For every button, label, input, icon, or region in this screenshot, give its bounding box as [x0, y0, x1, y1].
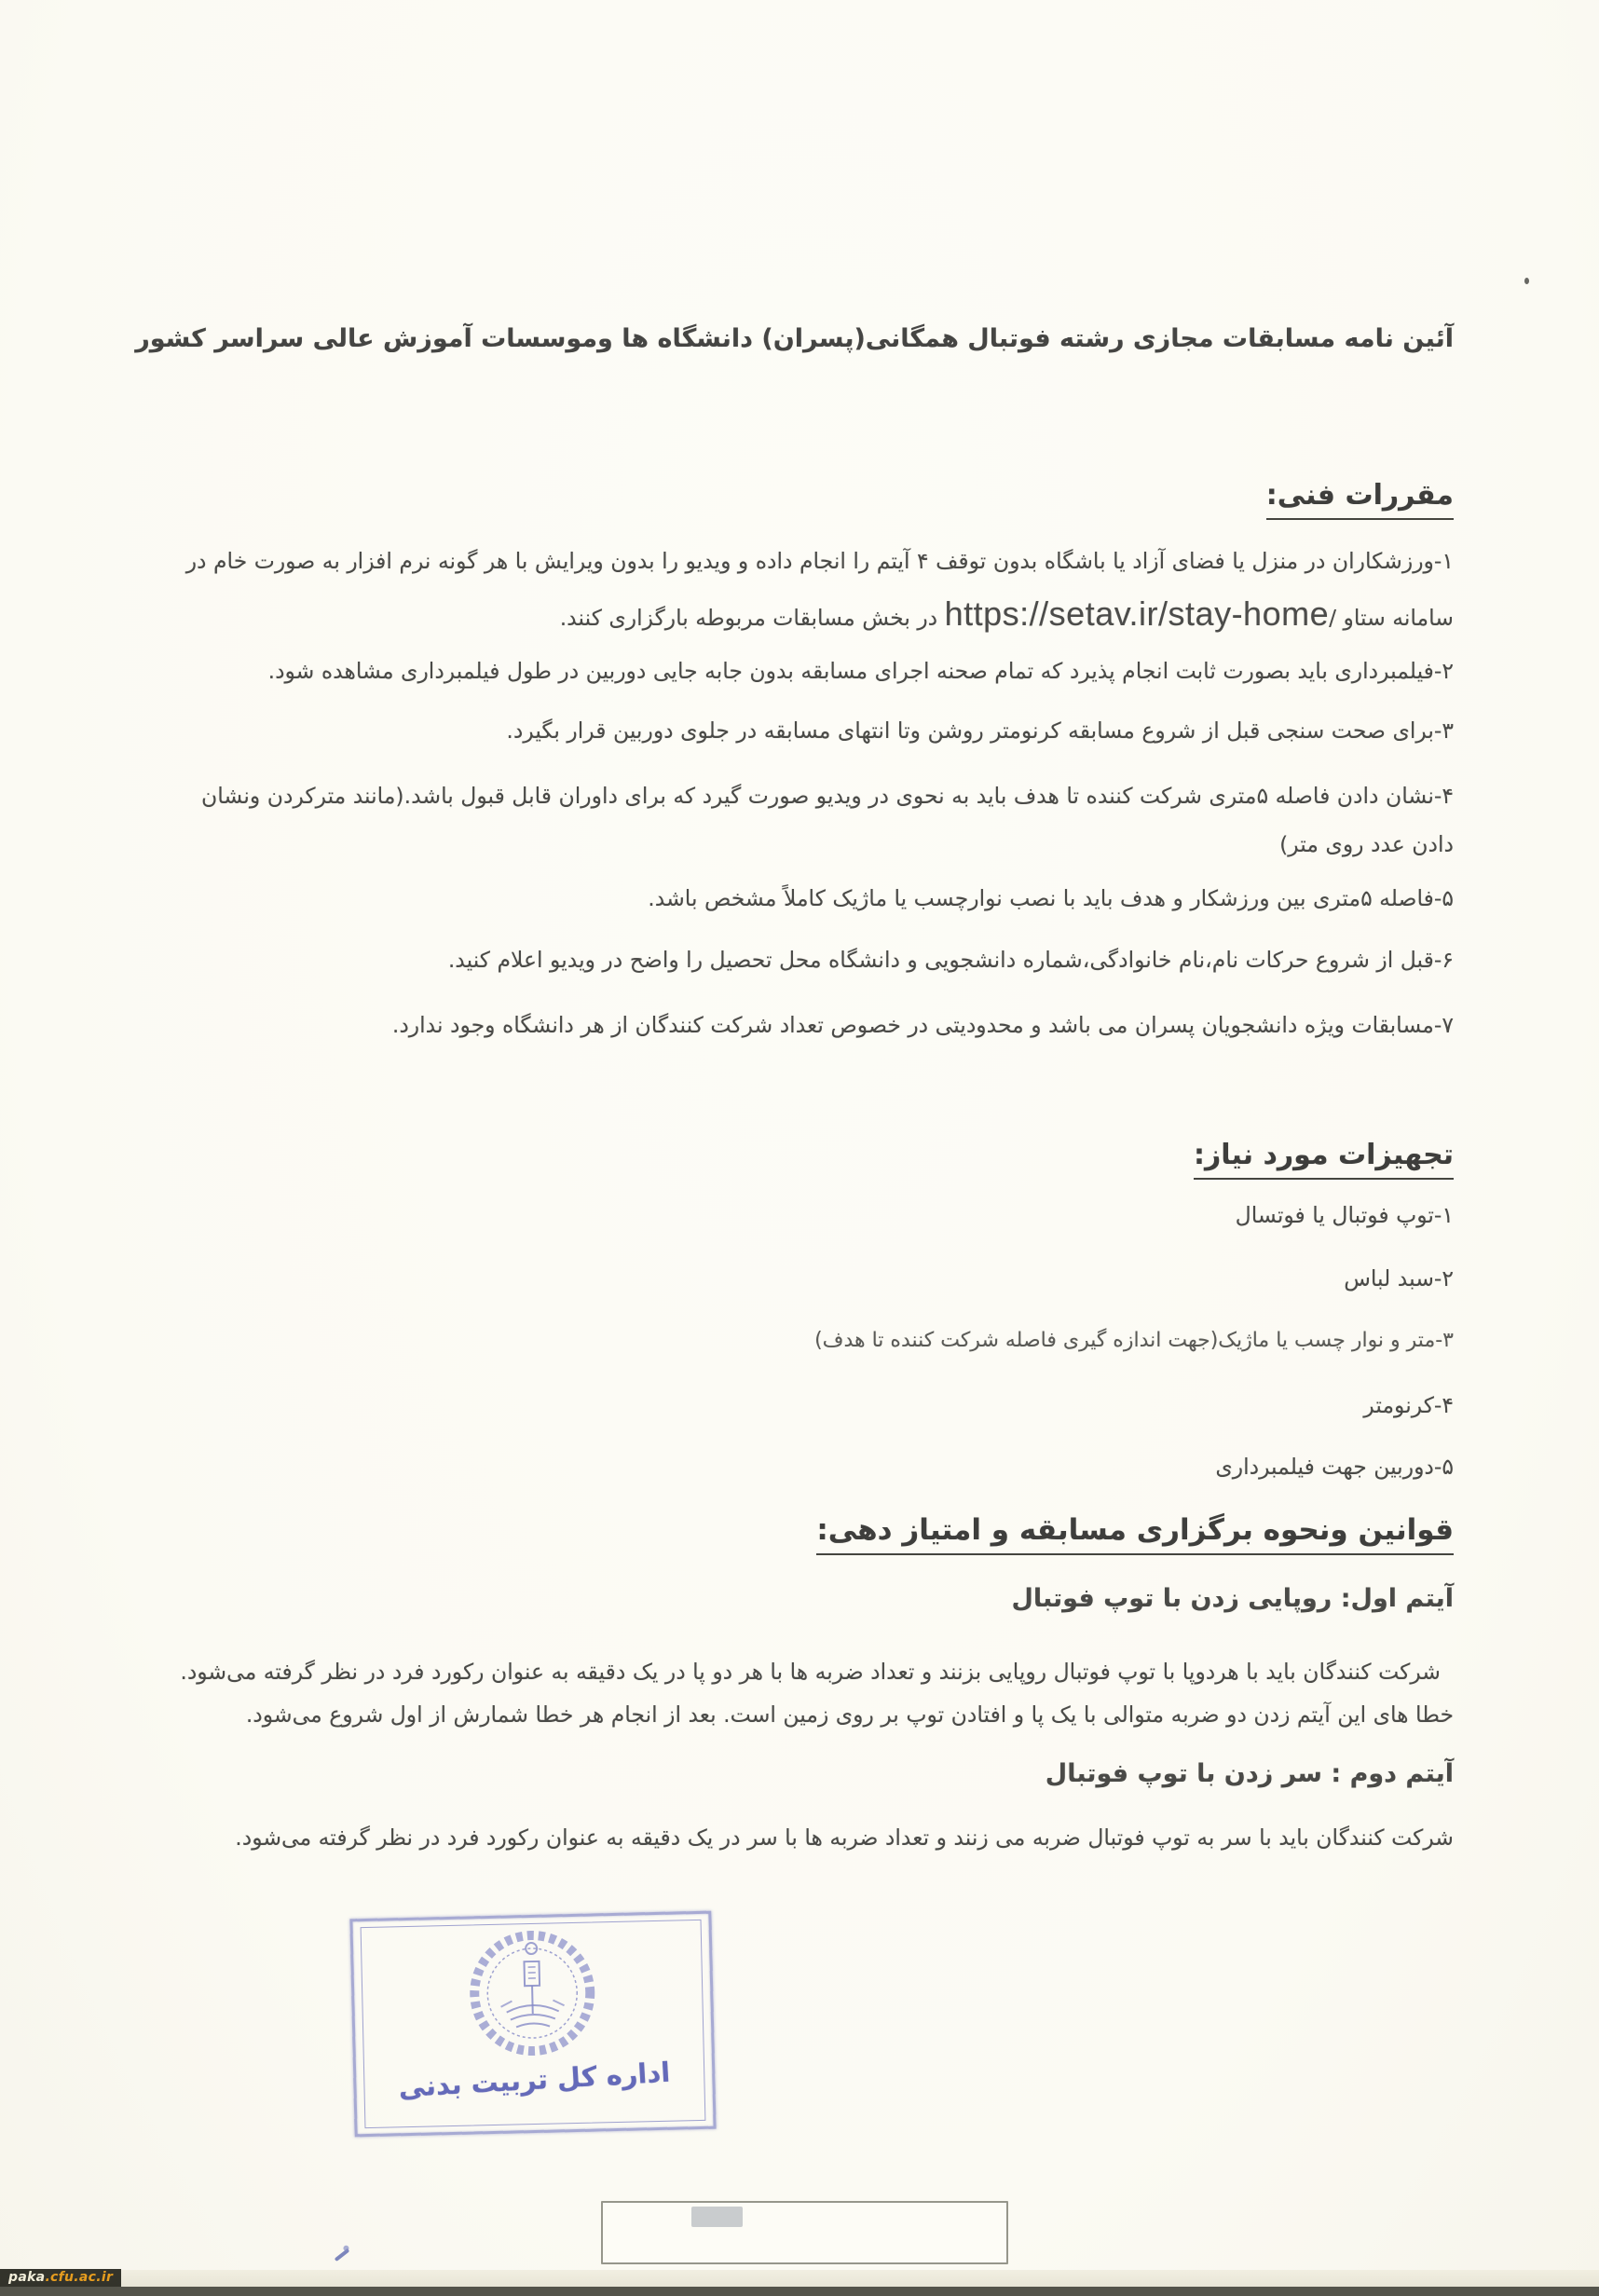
equipment-heading-text: تجهیزات مورد نیاز:: [1194, 1139, 1454, 1180]
equipment-section-heading: [140, 1139, 1454, 1180]
rules-item-2-paragraph: شرکت کنندگان باید با سر به توپ فوتبال ضربه می زنند و تعداد ضربه ها با سر در یک دقیقه به عنوان رکورد فرد در نظر گرفته می‌شود.: [235, 1824, 1454, 1851]
technical-item-4-line-2: دادن عدد روی متر): [1279, 831, 1454, 857]
technical-item-2: ۲-فیلمبرداری باید بصورت ثابت انجام پذیرد که تمام صحنه اجرای مسابقه بدون جابه جایی دوربین در طول فیلمبرداری مشاهده شود.: [267, 658, 1454, 684]
scan-artifact-smudge: [691, 2207, 743, 2227]
site-watermark: [0, 2269, 121, 2288]
technical-item-1-line-2: [140, 594, 1454, 634]
rules-item-2-heading: آیتم دوم : سر زدن با توپ فوتبال: [1045, 1759, 1454, 1788]
equipment-item: ۳-متر و نوار چسب یا ماژیک(جهت اندازه گیری فاصله شرکت کننده تا هدف): [814, 1329, 1454, 1352]
technical-item-7: ۷-مسابقات ویژه دانشجویان پسران می باشد و محدودیتی در خصوص تعداد شرکت کنندگان از هر دانشگاه وجود ندارد.: [391, 1012, 1454, 1038]
technical-section-heading: [140, 479, 1454, 520]
item1-pre-url-text: سامانه ستاو /: [1329, 605, 1454, 631]
scan-artifact-box: [601, 2201, 1008, 2264]
rules-item-1-paragraph-line-1: شرکت کنندگان باید با هردوپا با توپ فوتبال روپایی بزنند و تعداد ضربه ها با هر دو پا در یک دقیقه به عنوان رکورد فرد در نظر گرفته می‌شود.: [180, 1659, 1441, 1685]
technical-item-3: ۳-برای صحت سنجی قبل از شروع مسابقه کرنومتر روشن وتا انتهای مسابقه در جلوی دوربین قرار بگیرد.: [506, 718, 1454, 744]
equipment-item: ۲-سبد لباس: [1344, 1265, 1454, 1292]
stamp-emblem-icon: [457, 1924, 608, 2068]
watermark-site-name: paka: [8, 2270, 46, 2285]
watermark-site-domain: .cfu.ac.ir: [45, 2270, 114, 2285]
scan-edge-bar: [0, 2287, 1599, 2296]
stamp-text: اداره کل تربیت بدنی: [397, 2056, 672, 2104]
rules-section-heading: [140, 1513, 1454, 1555]
scan-shadow-band: [0, 2270, 1599, 2287]
setav-url-text: https://setav.ir/stay-home: [944, 594, 1330, 633]
ink-mark: [335, 2248, 350, 2262]
technical-item-4-line-1: ۴-نشان دادن فاصله ۵متری شرکت کننده تا هدف باید به نحوی در ویدیو صورت گیرد که برای داوران قابل قبول باشد.(مانند مترکردن ونشان: [200, 783, 1454, 809]
rules-item-1-heading: آیتم اول: روپایی زدن با توپ فوتبال: [1011, 1584, 1454, 1613]
equipment-item: ۴-کرنومتر: [1363, 1392, 1454, 1418]
technical-item-6: ۶-قبل از شروع حرکات نام،نام خانوادگی،شماره دانشجویی و دانشگاه محل تحصیل را واضح در ویدیو اعلام کنید.: [447, 947, 1454, 973]
rules-item-1-paragraph-line-2: خطا های این آیتم زدن دو ضربه متوالی با یک پا و افتادن توپ بر روی زمین است. بعد از انجام هر خطا شمارش از اول شروع می‌شود.: [245, 1702, 1454, 1728]
rules-heading-text: قوانین ونحوه برگزاری مسابقه و امتیاز دهی:: [816, 1513, 1454, 1555]
technical-item-5: ۵-فاصله ۵متری بین ورزشکار و هدف باید با نصب نوارچسب یا ماژیک کاملاً مشخص باشد.: [648, 885, 1454, 911]
equipment-item: ۱-توپ فوتبال یا فوتسال: [1235, 1202, 1454, 1228]
office-stamp: [349, 1911, 716, 2138]
equipment-item: ۵-دوربین جهت فیلمبرداری: [1215, 1454, 1454, 1480]
technical-heading-text: مقررات فنی:: [1266, 479, 1454, 520]
ink-dot: [1524, 278, 1529, 284]
document-title: آئین نامه مسابقات مجازی رشته فوتبال همگانی(پسران) دانشگاه ها وموسسات آموزش عالی سراسر کشور: [135, 324, 1454, 353]
item1-post-url-text: در بخش مسابقات مربوطه بارگزاری کنند.: [559, 605, 945, 631]
technical-item-1-line-1: ۱-ورزشکاران در منزل یا فضای آزاد یا باشگاه بدون توقف ۴ آیتم را انجام داده و ویدیو را بدون ویرایش با هر گونه نرم افزار به صورت خام در: [185, 548, 1454, 574]
